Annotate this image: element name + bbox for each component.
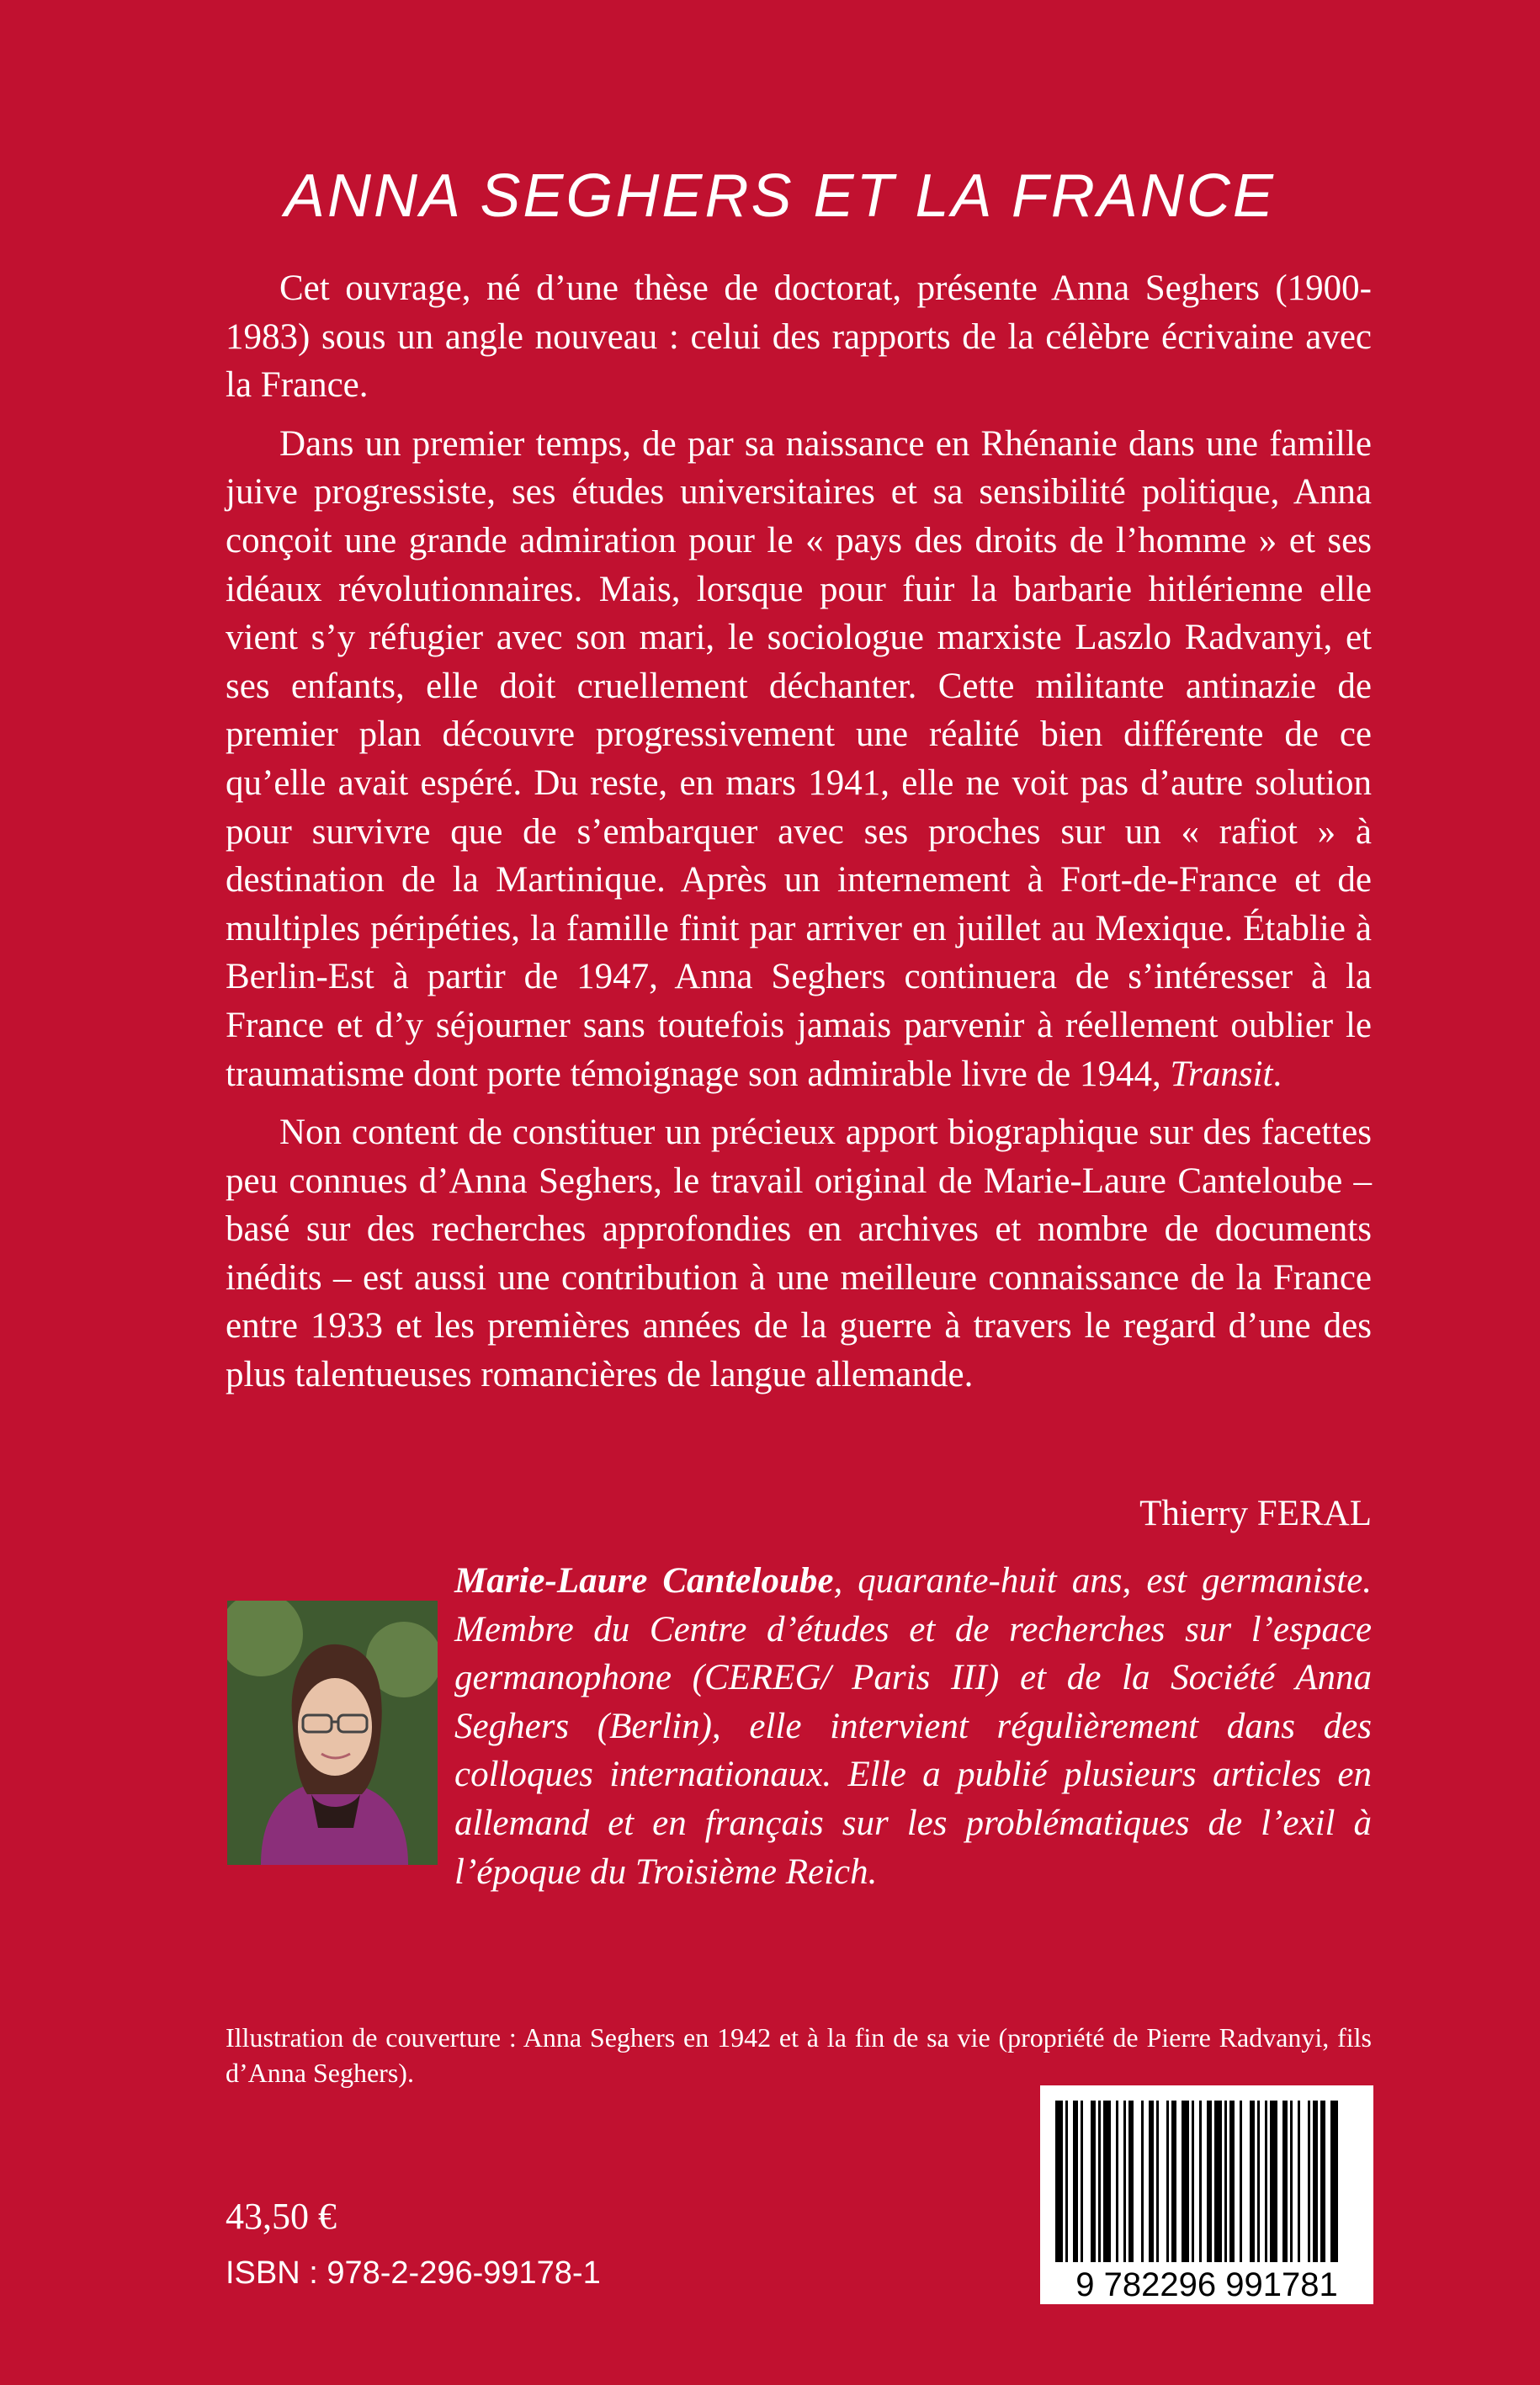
author-photo <box>227 1601 438 1865</box>
cover-illustration-credit: Illustration de couverture : Anna Seghers en 1942 et à la fin de sa vie (propriété de Pierre Radvanyi, fils d’Anna Seghers). <box>226 2022 1372 2088</box>
barcode-bar <box>1320 2101 1325 2262</box>
blurb-paragraph-2-text: Dans un premier temps, de par sa naissance en Rhénanie dans une famille juive progressiste, ses études universitaires et sa sensibilité politique, Anna conçoit une grande admiration pour le « pays des droits de l’homme » et ses idéaux révolutionnaires. Mais, lorsque pour fuir la barbarie hitlérienne elle vient s’y réfugier avec son mari, le sociologue marxiste Laszlo Radvanyi, et ses enfants, elle doit cruellement déchanter. Cette militante antinazie de premier plan découvre progressivement une réalité bien différente de ce qu’elle avait espéré. Du reste, en mars 1941, elle ne voit pas d’autre solution pour survivre que de s’embarquer avec ses proches sur un « rafiot » à destination de la Martinique. Après un internement à Fort-de-France et de multiples péripéties, la famille finit par arriver en juillet au Mexique. Établie à Berlin-Est à partir de 1947, Anna Seghers continuera de s’intéresser à la France et d’y séjourner sans toutefois jamais parvenir à réellement oublier le traumatisme dont porte témoignage son admirable livre de 1944, <box>226 423 1372 1094</box>
barcode-bar <box>1282 2101 1288 2262</box>
barcode-digits: 9 782296 991781 <box>1075 2266 1338 2303</box>
blurb-paragraph-1: Cet ouvrage, né d’une thèse de doctorat, présente Anna Seghers (1900-1983) sous un angle nouveau : celui des rapports de la célèbre écrivaine avec la France. <box>226 268 1372 406</box>
barcode-bar <box>1156 2101 1159 2262</box>
book-title-transit: Transit <box>1170 1054 1273 1094</box>
barcode-bar <box>1116 2101 1118 2262</box>
barcode-bar <box>1055 2101 1063 2262</box>
barcode-bar <box>1166 2101 1169 2262</box>
book-title: ANNA SEGHERS ET LA FRANCE <box>284 162 1276 230</box>
barcode-bar <box>1330 2101 1338 2262</box>
barcode-bar <box>1229 2101 1235 2262</box>
barcode-bar <box>1103 2101 1111 2262</box>
price: 43,50 € <box>226 2196 337 2237</box>
blurb-paragraph-2 <box>226 420 1372 1098</box>
author-portrait-image <box>227 1601 438 1865</box>
barcode-bar <box>1098 2101 1101 2262</box>
barcode-bar <box>1270 2101 1277 2262</box>
barcode-bar <box>1199 2101 1202 2262</box>
barcode-bar <box>1298 2101 1300 2262</box>
barcode-bar <box>1065 2101 1068 2262</box>
barcode-bar <box>1081 2101 1083 2262</box>
author-bio-text: , quarante-huit ans, est germaniste. Membre du Centre d’études et de recherches sur l’espace germanophone (CEREG/ Paris III) et de la Société Anna Seghers (Berlin), elle intervient régulièrement dans des colloques internationaux. Elle a publié plusieurs articles en allemand et en français sur les problématiques de l’exil à l’époque du Troisième Reich. <box>454 1561 1372 1892</box>
barcode-bar <box>1313 2101 1318 2262</box>
back-cover-blurb <box>226 264 1372 1410</box>
barcode-graphic <box>1040 2085 1373 2304</box>
barcode-bar <box>1149 2101 1154 2262</box>
blurb-paragraph-3: Non content de constituer un précieux apport biographique sur des facettes peu connues d’Anna Seghers, le travail original de Marie-Laure Canteloube – basé sur des recherches approfondies en archives et nombre de documents inédits – est aussi une contribution à une meilleure connaissance de la France entre 1933 et les premières années de la guerre à travers le regard d’une des plus talentueuses romancières de langue allemande. <box>226 1113 1372 1395</box>
barcode-bar <box>1290 2101 1293 2262</box>
isbn: ISBN : 978-2-296-99178-1 <box>226 2255 601 2291</box>
barcode-bar <box>1073 2101 1078 2262</box>
preface-signature: Thierry FERAL <box>1139 1494 1372 1533</box>
barcode-bar <box>1192 2101 1194 2262</box>
barcode-bar <box>1250 2101 1255 2262</box>
barcode-bar <box>1123 2101 1126 2262</box>
blurb-paragraph-2-end: . <box>1272 1054 1282 1094</box>
barcode <box>1040 2085 1373 2304</box>
barcode-bar <box>1265 2101 1267 2262</box>
barcode-bar <box>1240 2101 1242 2262</box>
barcode-bar <box>1091 2101 1096 2262</box>
barcode-bar <box>1182 2101 1189 2262</box>
author-name: Marie-Laure Canteloube <box>454 1561 834 1601</box>
barcode-bar <box>1214 2101 1222 2262</box>
barcode-bar <box>1224 2101 1227 2262</box>
barcode-bar <box>1128 2101 1134 2262</box>
barcode-bar <box>1257 2101 1260 2262</box>
barcode-bar <box>1141 2101 1144 2262</box>
barcode-bar <box>1207 2101 1212 2262</box>
barcode-bar <box>1171 2101 1176 2262</box>
barcode-bar <box>1308 2101 1310 2262</box>
